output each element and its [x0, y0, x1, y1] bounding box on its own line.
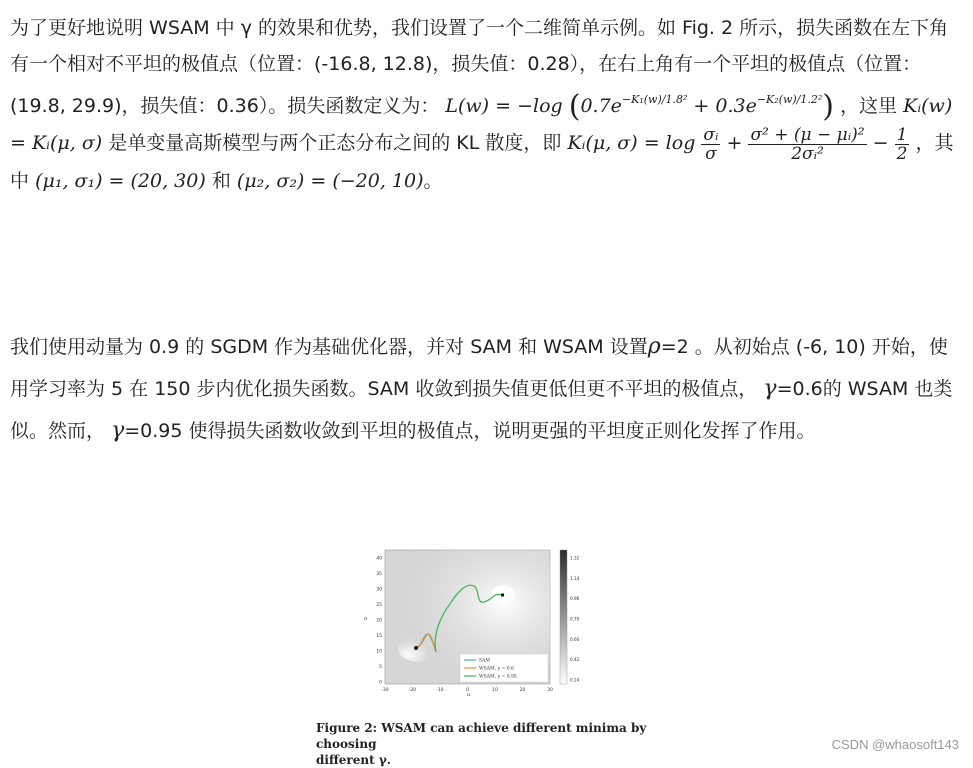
- rho-symbol: ρ: [647, 334, 661, 359]
- colorbar-tick-label: 0.79: [570, 616, 580, 622]
- y-tick-label: 25: [376, 603, 382, 608]
- figure-caption: Figure 2: WSAM can achieve different minima by choosing different γ.: [316, 721, 647, 767]
- y-tick-label: 40: [376, 556, 382, 562]
- paragraph-experiment: 我们使用动量为 0.9 的 SGDM 作为基础优化器，并对 SAM 和 WSAM 设置ρ=2 。从初始点 (-6, 10) 开始，使用学习率为 5 在 150 步内优化损失函数。SAM 收敛到损失值更低但更不平坦的极值点， γ=0.6的 WSAM 也类似。然而， γ=0.95 使得损失函数收敛到平坦的极值点，说明更强的平坦度正则化发挥了作用。: [10, 334, 953, 443]
- y-axis-label: σ: [364, 616, 368, 622]
- colorbar-tick-label: 0.96: [570, 596, 580, 602]
- figure-contour-plot: [360, 544, 585, 696]
- y-tick-label: 30: [376, 587, 382, 593]
- x-axis-label: μ: [467, 692, 471, 696]
- x-tick-label: 10: [492, 688, 498, 693]
- x-tick-label: 30: [547, 688, 553, 693]
- legend: [460, 654, 548, 682]
- mu1-equation: (μ₁, σ₁) = (20, 30): [35, 169, 206, 192]
- intro-text-3: 是单变量高斯模型与两个正态分布之间的 KL 散度，即: [108, 132, 562, 154]
- x-tick-label: -30: [381, 688, 389, 693]
- paragraph-intro: [10, 10, 960, 199]
- intro-text-4: ，其中: [10, 132, 954, 192]
- colorbar-tick-label: 0.42: [570, 657, 580, 663]
- csdn-watermark: CSDN @whaosoft143: [831, 737, 959, 752]
- k-definition: Kᵢ(w) = Kᵢ(μ, σ): [10, 95, 953, 154]
- kl-equation: Kᵢ(μ, σ) = log $\frac{\text{σᵢ}}{\sigma}$ + $\frac{\text{σ² + (μ − μᵢ)²}}{\text{2σᵢ²}}$ − $\frac{1}{2}$: [567, 124, 908, 164]
- intro-text-5: 和: [211, 169, 231, 192]
- colorbar-tick-label: 1.32: [570, 555, 580, 561]
- legend-label: WSAM, γ = 0.95: [479, 674, 517, 680]
- colorbar-tick-label: 0.60: [570, 636, 580, 642]
- intro-text-2: ，这里: [840, 95, 898, 117]
- y-tick-label: 35: [376, 572, 382, 577]
- x-tick-label: -10: [436, 688, 444, 693]
- colorbar-tick-label: 0.24: [570, 677, 580, 683]
- y-tick-label: 5: [379, 665, 382, 670]
- y-tick-label: 10: [376, 649, 382, 655]
- gamma-symbol: γ: [763, 376, 777, 401]
- colorbar: [560, 550, 580, 684]
- gamma-symbol: γ: [111, 418, 125, 443]
- colorbar-tick-label: 1.14: [570, 575, 580, 581]
- loss-equation: L(w) = −log $(0.7e^{-K_1(w)/1.8^2} + 0.3e^{-K_2(w)/1.2^2})$: [445, 89, 835, 124]
- y-tick-label: 0: [379, 680, 382, 686]
- x-tick-label: -20: [408, 688, 417, 693]
- legend-label: WSAM, γ = 0.6: [479, 666, 514, 672]
- y-tick-label: 15: [376, 634, 382, 639]
- minimum-marker-left: [414, 646, 418, 650]
- intro-text: 为了更好地说明 WSAM 中 γ 的效果和优势，我们设置了一个二维简单示例。如 Fig. 2 所示，损失函数在左下角有一个相对不平坦的极值点（位置：(-16.8, 12.8)，损失值：0.28），在右上角有一个平坦的极值点（位置：(19.8, 29.9)，损失值：0.36）。损失函数定义为：: [10, 17, 949, 117]
- minimum-marker-right: [501, 594, 504, 597]
- mu2-equation: (μ₂, σ₂) = (−20, 10): [236, 169, 424, 192]
- legend-label: SAM: [479, 658, 490, 664]
- x-tick-label: 20: [519, 688, 526, 693]
- y-axis-ticks: [376, 556, 382, 686]
- x-tick-label: 0: [466, 688, 469, 693]
- y-tick-label: 20: [376, 618, 382, 624]
- intro-text-6: 。: [423, 169, 443, 192]
